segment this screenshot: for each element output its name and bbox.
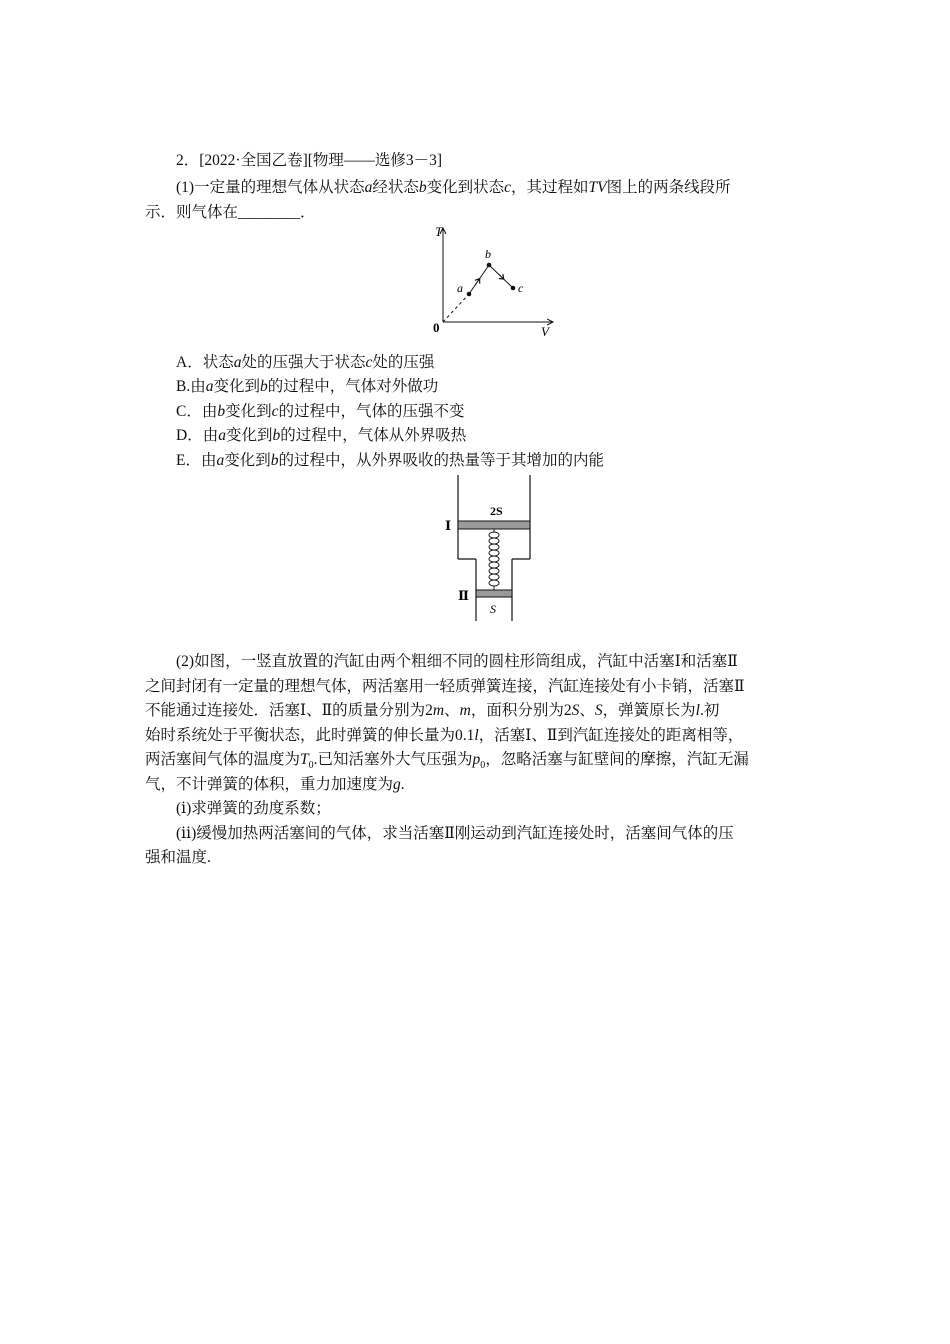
subscript: 0 — [308, 760, 314, 772]
q2-text: 不能通过连接处．活塞Ⅰ、Ⅱ的质量分别为2 — [145, 702, 433, 719]
area-label-s: S — [490, 602, 496, 616]
var-m: m — [432, 702, 445, 719]
option-text: 变化到 — [225, 403, 272, 420]
q2-text: .已知活塞外大气压强为 — [313, 751, 473, 768]
q2-line5 — [145, 750, 749, 776]
piston-1-label: Ⅰ — [445, 518, 452, 533]
option-text: 处的压强大于状态 — [241, 354, 366, 371]
label-a: a — [457, 281, 463, 295]
var-m: m — [459, 702, 471, 719]
option-text: E．由 — [176, 452, 217, 469]
option-d — [176, 426, 466, 446]
option-text: D．由 — [176, 427, 219, 444]
option-var: a — [205, 378, 214, 395]
piston-2 — [476, 590, 512, 597]
t-axis-label: T — [435, 224, 443, 239]
q1-stem-line2: 示．则气体在________． — [145, 204, 316, 221]
point-a — [467, 292, 472, 297]
var-a: a — [364, 179, 373, 196]
q2-sub-question-2: (ⅱ)缓慢加热两活塞间的气体，求当活塞Ⅱ刚运动到汽缸连接处时，活塞间气体的压 — [176, 825, 734, 842]
var-t: T — [300, 751, 309, 768]
piston-2-label: Ⅱ — [458, 588, 469, 603]
option-text: 的过程中，气体的压强不变 — [278, 403, 465, 420]
cylinder-figure — [440, 475, 540, 623]
origin-label: 0 — [433, 320, 440, 335]
q2-line6 — [145, 775, 405, 795]
option-var: a — [216, 452, 225, 469]
var-l: l — [474, 727, 479, 744]
tv-graph — [425, 222, 565, 342]
var-c: c — [504, 179, 511, 196]
q2-text: . — [400, 776, 405, 793]
var-s: S — [571, 702, 580, 719]
dashed-extension — [443, 294, 469, 322]
var-l: l — [695, 702, 700, 719]
label-c: c — [518, 281, 524, 295]
area-label-2s: 2S — [490, 504, 503, 518]
option-c — [176, 402, 465, 422]
q2-text: 始时系统处于平衡状态，此时弹簧的伸长量为0.1 — [145, 727, 475, 744]
option-text: 的过程中，气体从外界吸热 — [280, 427, 467, 444]
q2-text: 两活塞间气体的温度为 — [145, 751, 301, 768]
q2-line4 — [145, 726, 743, 746]
option-var: c — [271, 403, 279, 420]
label-b: b — [485, 247, 491, 261]
option-e — [176, 451, 604, 471]
question-header: 2．[2022·全国乙卷][物理——选修3－3] — [176, 152, 443, 169]
option-text: 处的压强 — [372, 354, 435, 371]
var-tv: TV — [588, 179, 607, 196]
option-var: b — [217, 403, 226, 420]
q2-line3 — [145, 701, 719, 721]
q2-text: 气，不计弹簧的体积，重力加速度为 — [145, 776, 394, 793]
q2-sub-question-2-cont: 强和温度. — [145, 849, 211, 866]
point-b — [487, 263, 492, 268]
option-var: b — [272, 427, 281, 444]
option-text: 变化到 — [213, 378, 260, 395]
q1-text: 经状态 — [372, 179, 419, 196]
arrow-bc — [499, 275, 503, 279]
subscript: 0 — [480, 760, 486, 772]
q2-text: ，弹簧原长为 — [602, 702, 696, 719]
v-axis-label: V — [541, 324, 549, 339]
point-c — [511, 286, 516, 291]
q2-text: ，面积分别为2 — [470, 702, 572, 719]
arrow-ab — [475, 280, 479, 286]
option-text: A．状态 — [176, 354, 234, 371]
var-b: b — [418, 179, 427, 196]
var-p: p — [472, 751, 481, 768]
var-s: S — [594, 702, 603, 719]
option-text: B.由 — [176, 378, 206, 395]
q1-text: ，其过程如 — [511, 179, 589, 196]
var-g: g — [393, 776, 401, 793]
q1-text: (1)一定量的理想气体从状态 — [176, 179, 365, 196]
option-a — [176, 353, 434, 373]
option-var: c — [365, 354, 373, 371]
q1-text: 变化到状态 — [426, 179, 505, 196]
option-text: 变化到 — [225, 427, 273, 444]
option-b — [176, 377, 438, 397]
option-text: 的过程中，气体对外做功 — [267, 378, 439, 395]
option-text: C．由 — [176, 403, 218, 420]
q2-text: ，忽略活塞与缸壁间的摩擦，汽缸无漏 — [485, 751, 749, 768]
piston-1 — [458, 521, 530, 529]
spring — [489, 529, 499, 590]
option-var: b — [270, 452, 279, 469]
q2-line2: 之间封闭有一定量的理想气体，两活塞用一轻质弹簧连接，汽缸连接处有小卡销，活塞Ⅱ — [145, 678, 745, 695]
option-text: 的过程中，从外界吸收的热量等于其增加的内能 — [278, 452, 604, 469]
option-text: 变化到 — [224, 452, 271, 469]
option-var: a — [233, 354, 242, 371]
q1-stem-line1 — [176, 178, 731, 198]
q1-text: 图上的两条线段所 — [606, 179, 731, 196]
q2-line1: (2)如图，一竖直放置的汽缸由两个粗细不同的圆柱形筒组成，汽缸中活塞Ⅰ和活塞Ⅱ — [176, 653, 738, 670]
q2-sub-question-1: (ⅰ)求弹簧的劲度系数； — [176, 800, 331, 817]
q2-text: .初 — [699, 702, 720, 719]
q2-text: 、 — [579, 702, 595, 719]
option-var: b — [259, 378, 268, 395]
q2-text: ，活塞Ⅰ、Ⅱ到汽缸连接处的距离相等， — [478, 727, 744, 744]
q2-text: 、 — [444, 702, 460, 719]
option-var: a — [218, 427, 226, 444]
